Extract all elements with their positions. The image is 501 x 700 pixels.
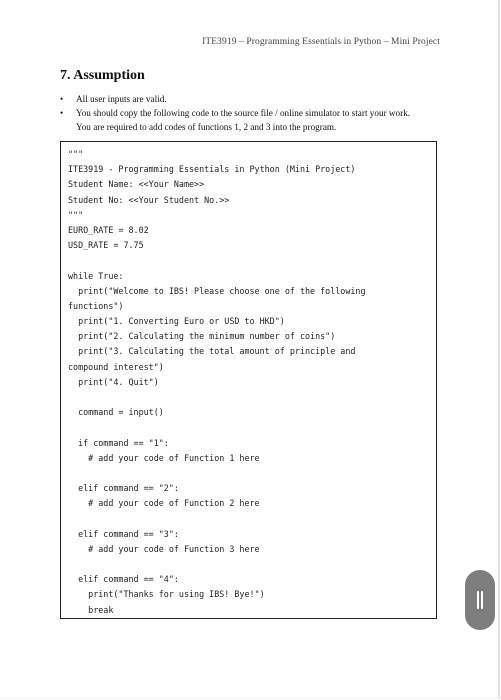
code-line: [68, 390, 432, 405]
pause-bars-icon: [477, 591, 479, 609]
code-line: print("3. Calculating the total amount of principle and: [68, 346, 356, 357]
code-line: """: [68, 149, 84, 159]
code-line: elif command == "4":: [68, 574, 179, 585]
code-line: elif command == "3":: [68, 528, 179, 539]
code-line: compound interest"): [68, 361, 164, 372]
code-line: [68, 466, 432, 481]
bullet-item: [60, 92, 450, 106]
pause-bars-icon: [481, 591, 483, 609]
code-line: EURO_RATE = 8.02: [68, 224, 149, 235]
code-line: print("Welcome to IBS! Please choose one of the following: [68, 285, 366, 296]
code-line: if command == "1":: [68, 437, 169, 448]
code-line: # add your code of Function 3 here: [68, 543, 260, 554]
code-line: Student Name: <<Your Name>>: [68, 179, 205, 190]
code-line: # add your code of Function 2 here: [68, 498, 260, 509]
code-line: [68, 420, 432, 435]
bullet-continuation: You are required to add codes of functions 1, 2 and 3 into the program.: [76, 122, 337, 132]
code-line: command = input(): [68, 407, 164, 418]
code-line: """: [68, 209, 84, 220]
bullet-list: [60, 92, 450, 134]
code-line: elif command == "2":: [68, 483, 179, 494]
code-line: [68, 557, 432, 572]
code-line: ITE3919 - Programming Essentials in Python (Mini Project): [68, 164, 356, 175]
code-line: print("4. Quit"): [68, 376, 159, 387]
code-line: print("2. Calculating the minimum number of coins"): [68, 331, 336, 342]
code-line: functions"): [68, 300, 124, 311]
bullet-text: All user inputs are valid.: [76, 94, 167, 104]
code-block: [60, 141, 437, 619]
page-header: ITE3919 – Programming Essentials in Python – Mini Project: [202, 37, 440, 47]
bullet-item: [60, 106, 450, 120]
code-line: Student No: <<Your Student No.>>: [68, 194, 230, 205]
scroll-button[interactable]: [465, 570, 495, 630]
code-line: [68, 253, 432, 268]
code-lines: [68, 147, 432, 618]
code-line: USD_RATE = 7.75: [68, 240, 144, 251]
bullet-marker: •: [60, 94, 64, 104]
bullet-text: You should copy the following code to the source file / online simulator to start your work.: [76, 108, 411, 118]
code-line: # add your code of Function 1 here: [68, 452, 260, 463]
code-line: break: [68, 604, 114, 615]
code-line: [68, 512, 432, 527]
code-line: print("Thanks for using IBS! Bye!"): [68, 589, 265, 600]
code-line: print("1. Converting Euro or USD to HKD"): [68, 316, 285, 327]
bullet-marker: •: [60, 108, 64, 118]
code-line: while True:: [68, 270, 124, 281]
section-title: 7. Assumption: [60, 68, 145, 83]
